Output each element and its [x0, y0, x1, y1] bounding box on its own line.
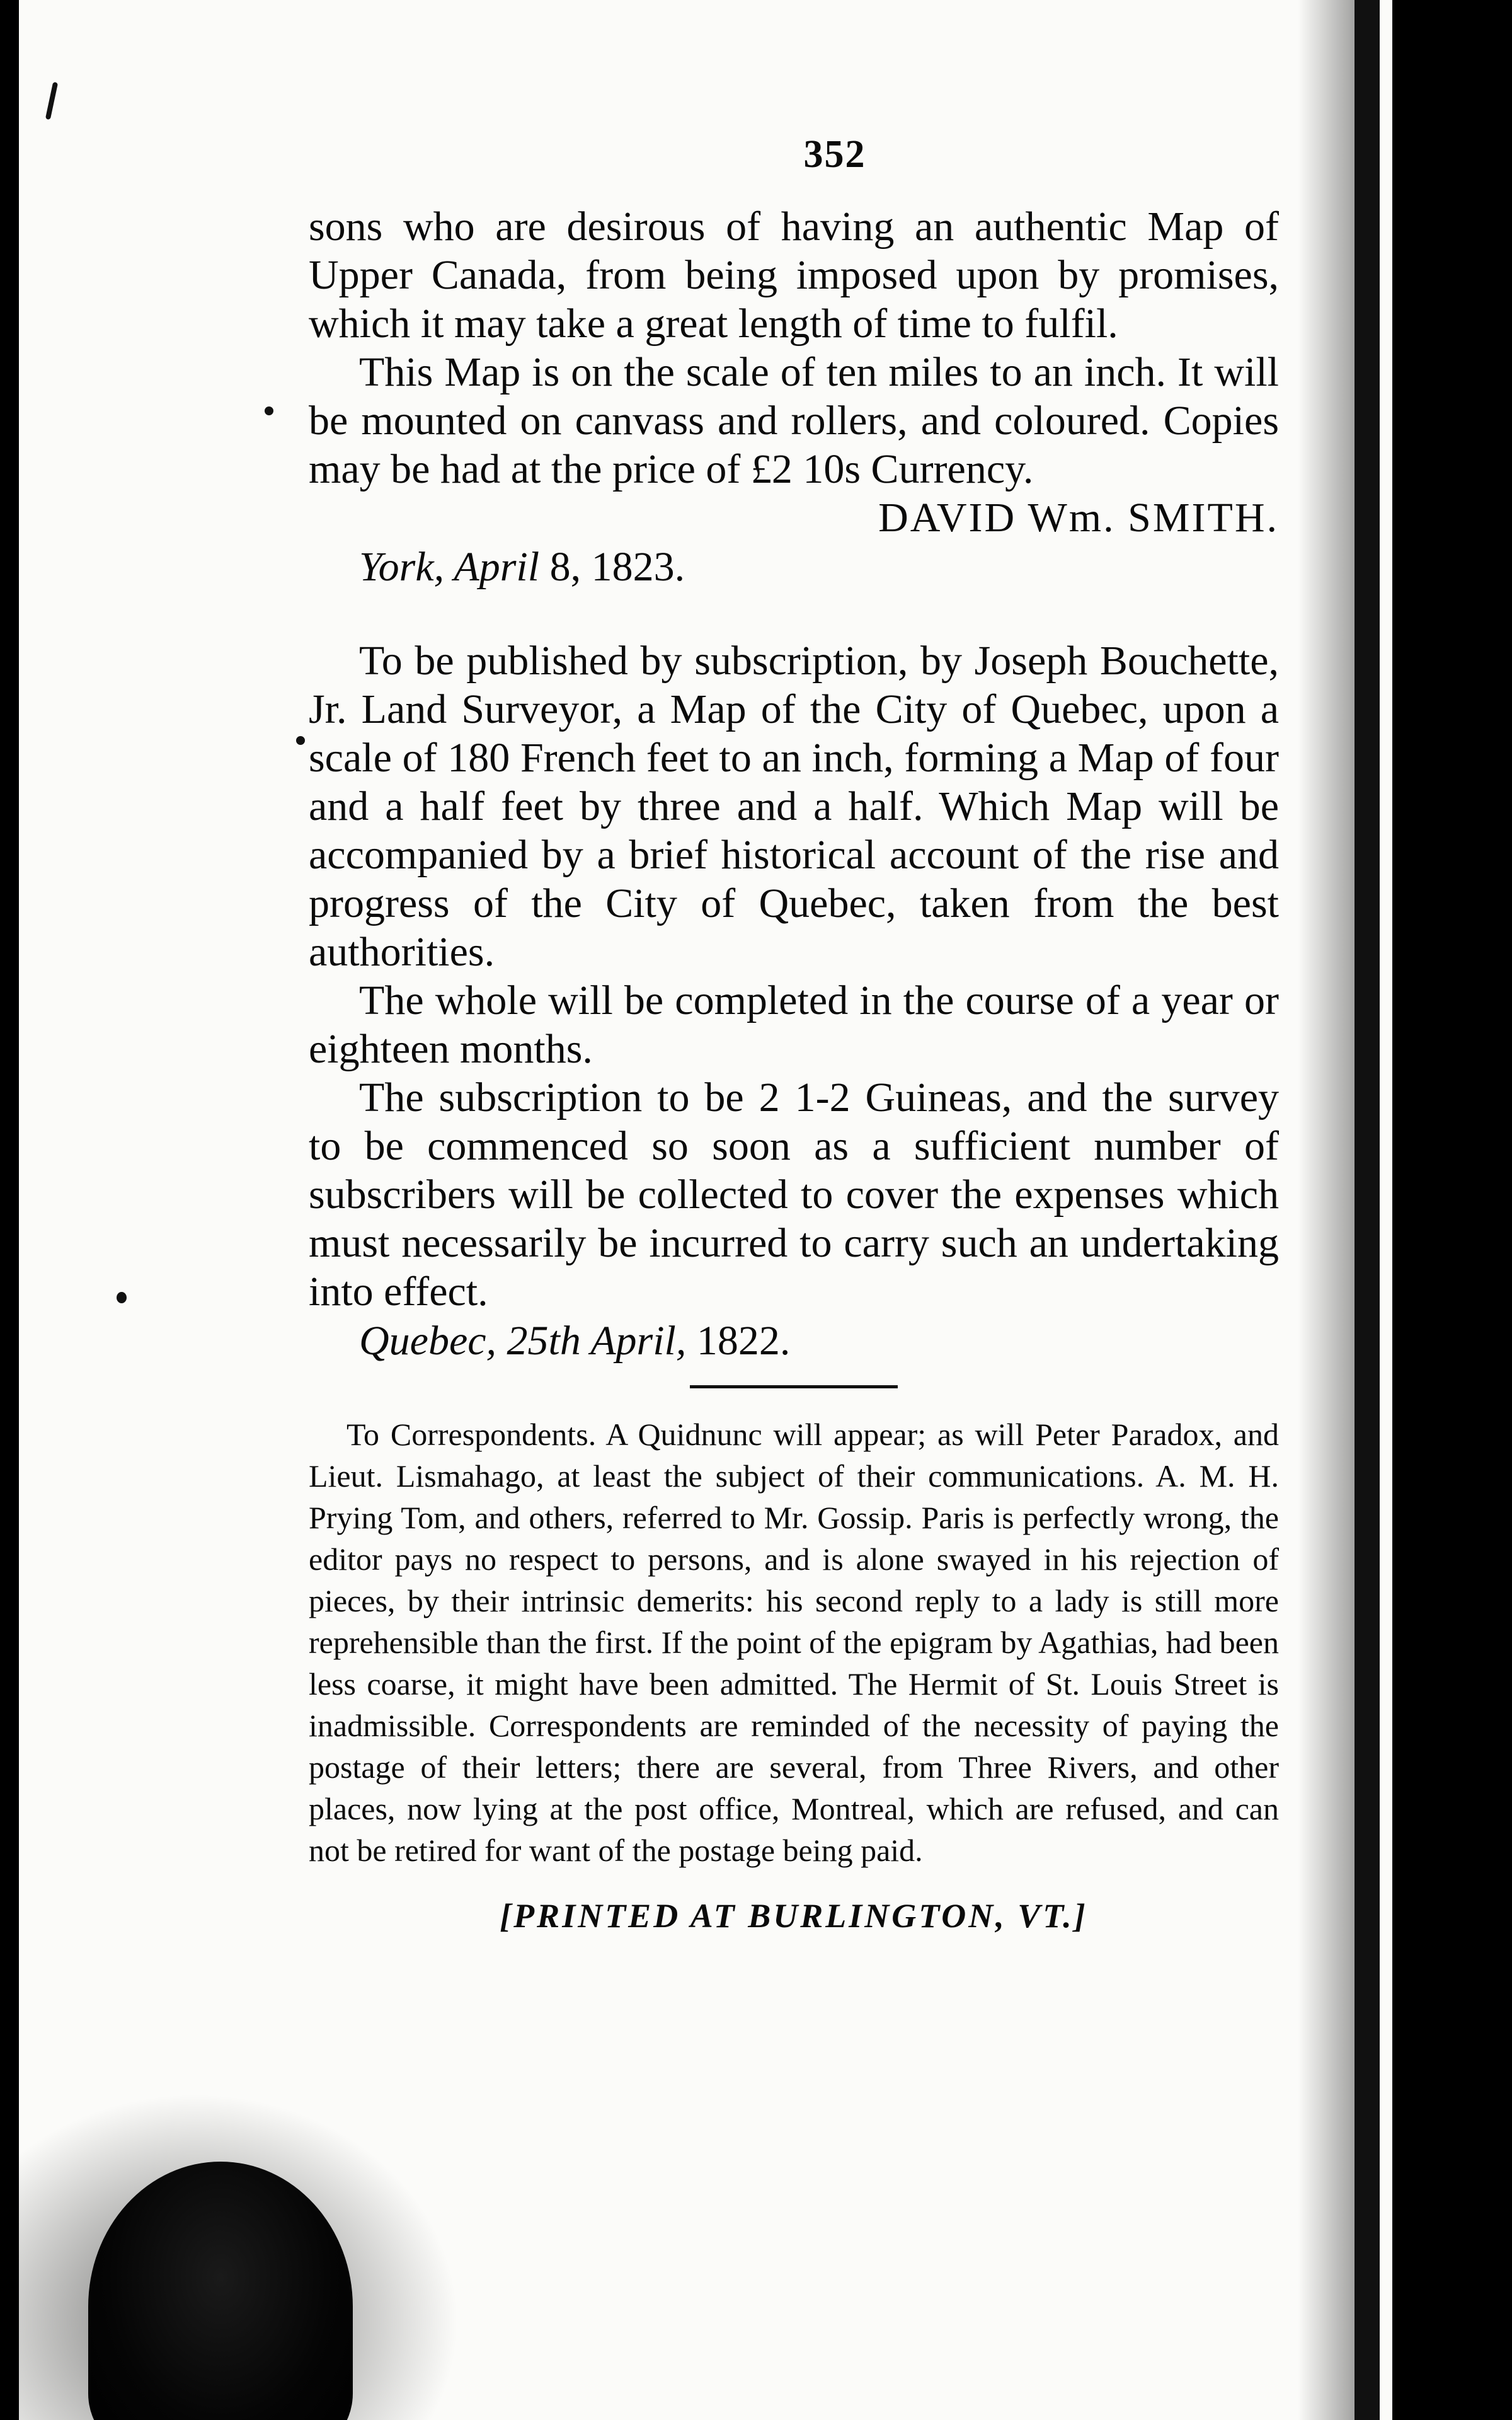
page-number: 352 [803, 133, 866, 176]
signature-line [309, 493, 1279, 542]
correspondents-notice: To Correspondents. A Quidnunc will appear; as will Peter Paradox, and Lieut. Lismahago, at least the subject of their communications. A. M. H. Prying Tom, and others, referred to Mr. Gossip. Paris is perfectly wrong, the editor pays no respect to persons, and is alone swayed in his rejection of pieces, by their intrinsic demerits: his second reply to a lady is still more reprehensible than the first. If the point of the epigram by Agathias, had been less coarse, it might have been admitted. The Hermit of St. Louis Street is inadmissible. Correspondents are reminded of the necessity of paying the postage of their letters; there are several, from Three Rivers, and other places, now lying at the post office, Montreal, which are refused, and can not be retired for want of the postage being paid. [309, 1417, 1279, 1868]
dateline-date: 1822. [696, 1318, 791, 1364]
dateline-york [359, 542, 1279, 592]
paragraph-subscription: The subscription to be 2 1-2 Guineas, and the survey to be commenced so soon as a sufficient number of subscribers will be collected to cover the expenses which must necessarily be incurred to carry such an undertaking into effect. [309, 1075, 1279, 1315]
margin-mark [296, 736, 305, 745]
paragraph-completion: The whole will be completed in the course of a year or eighteen months. [309, 977, 1279, 1072]
gutter-shadow [1298, 0, 1354, 2420]
section-spacer [309, 592, 1279, 637]
paragraph-continued: sons who are desirous of having an authentic Map of Upper Canada, from being imposed upon by promises, which it may take a great length of time to fulfil. [309, 204, 1279, 347]
margin-mark [265, 406, 273, 415]
signature: DAVID Wm. SMITH. [878, 495, 1279, 541]
book-spine [1354, 0, 1380, 2420]
text-column [309, 132, 1279, 1935]
margin-mark [117, 1292, 127, 1303]
paragraph-quebec-map: To be published by subscription, by Joseph Bouchette, Jr. Land Surveyor, a Map of the City of Quebec, upon a scale of 180 French feet to an inch, forming a Map of four and a half feet by three and a half. Which Map will be accompanied by a brief historical account of the rise and progress of the City of Quebec, taken from the best authorities. [309, 638, 1279, 975]
printer-imprint: [PRINTED AT BURLINGTON, VT.] [500, 1897, 1088, 1935]
dateline-place: York, April [359, 544, 540, 590]
divider-rule [690, 1385, 898, 1388]
dateline-date: 8, 1823. [549, 544, 685, 590]
dateline-quebec [359, 1316, 1279, 1366]
dateline-place: Quebec, 25th April, [359, 1318, 687, 1364]
paragraph-map-scale: This Map is on the scale of ten miles to an inch. It will be mounted on canvass and rollers, and coloured. Copies may be had at the price of £2 10s Currency. [309, 349, 1279, 492]
